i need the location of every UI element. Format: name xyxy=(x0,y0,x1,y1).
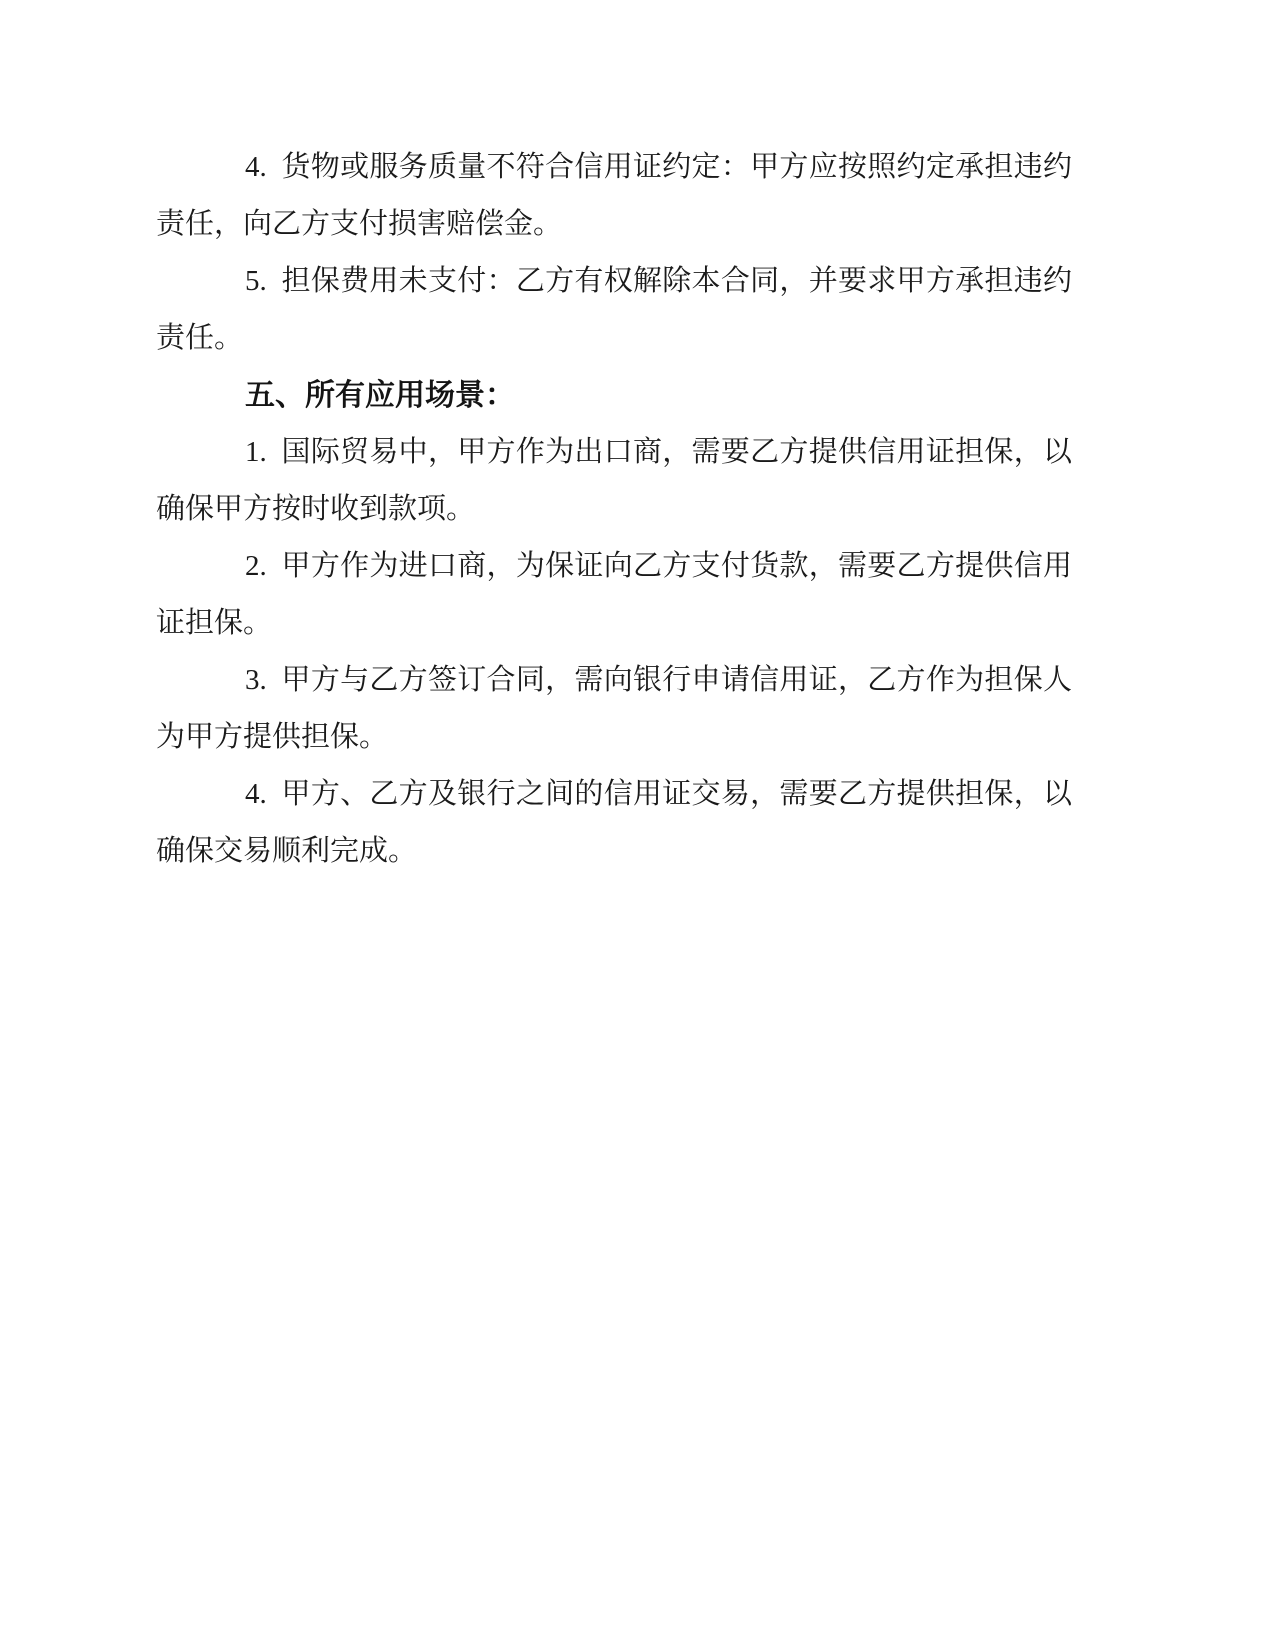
document-content xyxy=(156,139,1072,880)
text-line: 确保甲方按时收到款项。 xyxy=(156,493,476,525)
text-line: 责任。 xyxy=(156,322,244,354)
section-heading xyxy=(156,367,1072,424)
contract-paragraph xyxy=(156,766,1072,880)
contract-paragraph xyxy=(156,253,1072,367)
text-line: 为甲方提供担保。 xyxy=(156,721,389,753)
text-line: 确保交易顺利完成。 xyxy=(156,835,418,867)
text-line: 3. 甲方与乙方签订合同，需向银行申请信用证，乙方作为担保人 xyxy=(245,664,1072,696)
text-line: 2. 甲方作为进口商，为保证向乙方支付货款，需要乙方提供信用 xyxy=(245,550,1072,582)
contract-paragraph xyxy=(156,424,1072,538)
contract-paragraph xyxy=(156,538,1072,652)
text-line: 4. 货物或服务质量不符合信用证约定：甲方应按照约定承担违约 xyxy=(245,151,1072,183)
text-line: 1. 国际贸易中，甲方作为出口商，需要乙方提供信用证担保，以 xyxy=(245,436,1072,468)
contract-paragraph xyxy=(156,139,1072,253)
text-line: 五、所有应用场景： xyxy=(245,379,515,412)
contract-paragraph xyxy=(156,652,1072,766)
text-line: 责任，向乙方支付损害赔偿金。 xyxy=(156,208,563,240)
text-line: 4. 甲方、乙方及银行之间的信用证交易，需要乙方提供担保，以 xyxy=(245,778,1072,810)
text-line: 5. 担保费用未支付：乙方有权解除本合同，并要求甲方承担违约 xyxy=(245,265,1072,297)
text-line: 证担保。 xyxy=(156,607,273,639)
